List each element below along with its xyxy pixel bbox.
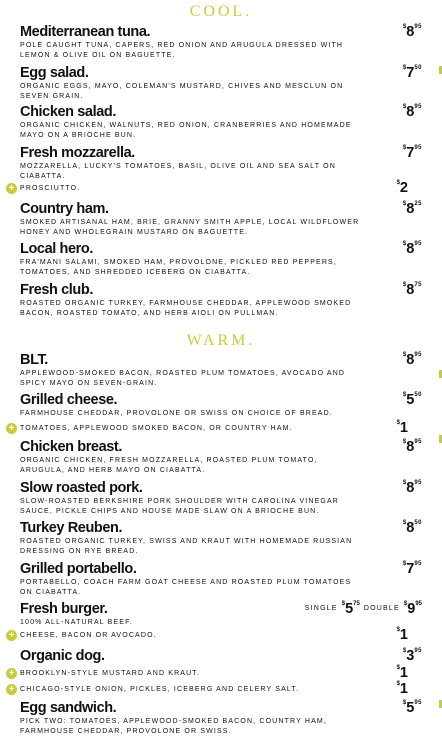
currency-symbol: $	[402, 241, 407, 247]
item-price	[403, 201, 422, 217]
price-dollars: 8	[406, 439, 415, 455]
item-description: ORGANIC CHICKEN, FRESH MOZZARELLA, ROASTED PLUM TOMATO, ARUGULA, AND HERB MAYO ON CIABATTA.	[20, 457, 318, 474]
price-cents: 95	[414, 480, 422, 486]
price-cents: 50	[414, 520, 422, 526]
price-dollars: 8	[406, 201, 415, 217]
currency-symbol: $	[402, 648, 407, 654]
item-price	[403, 24, 422, 40]
currency-symbol: $	[402, 104, 407, 110]
item-name: Slow roasted pork.	[20, 480, 143, 496]
addon-row	[6, 180, 430, 196]
price-dollars: 8	[406, 24, 415, 40]
item-description: ORGANIC CHICKEN, WALNUTS, RED ONION, CRANBERRIES AND HOMEMADE MAYO ON A BRIOCHE BUN.	[20, 122, 352, 139]
item-description: FARMHOUSE CHEDDAR, PROVOLONE OR SWISS ON CHOICE OF BREAD.	[20, 410, 333, 417]
item-description: SLOW-ROASTED BERKSHIRE PORK SHOULDER WITH CAROLINA VINEGAR SAUCE, PICKLE CHIPS AND HOUSE MADE SLAW ON A BRIOCHE BUN.	[20, 498, 340, 515]
item-name: BLT.	[20, 352, 48, 368]
item-price	[403, 65, 422, 81]
item-price	[403, 561, 422, 577]
item-price	[403, 104, 422, 120]
menu-item	[20, 282, 430, 318]
item-description: PORTABELLO, COACH FARM GOAT CHEESE AND ROASTED PLUM TOMATOES ON CIABATTA.	[20, 579, 352, 596]
menu-item	[20, 201, 430, 237]
currency-symbol: $	[396, 665, 400, 671]
item-description: PICK TWO: TOMATOES, APPLEWOOD-SMOKED BACON, COUNTRY HAM, FARMHOUSE CHEDDAR, PROVOLONE OR SWISS.	[20, 718, 327, 735]
plus-icon: +	[6, 183, 17, 194]
item-price	[403, 520, 422, 536]
currency-symbol: $	[396, 420, 400, 426]
price-cents: 95	[414, 24, 422, 30]
price-cents: 75	[414, 282, 422, 288]
currency-symbol: $	[341, 601, 346, 607]
single-price-cents: 75	[353, 601, 360, 607]
item-price	[403, 700, 422, 716]
menu-item	[20, 439, 430, 475]
addon-text: TOMATOES, APPLEWOOD SMOKED BACON, OR COUNTRY HAM.	[20, 425, 293, 432]
price-cents: 95	[414, 561, 422, 567]
currency-symbol: $	[402, 65, 407, 71]
price-dollars: 8	[406, 104, 415, 120]
currency-symbol: $	[396, 180, 400, 186]
double-label: DOUBLE	[363, 605, 400, 613]
item-name: Fresh mozzarella.	[20, 145, 135, 161]
price-cents: 95	[414, 439, 422, 445]
item-name: Grilled cheese.	[20, 392, 118, 408]
price-dollars: 8	[406, 520, 415, 536]
currency-symbol: $	[402, 392, 407, 398]
item-description: MOZZARELLA, LUCKY'S TOMATOES, BASIL, OLIVE OIL AND SEA SALT ON CIABATTA.	[20, 163, 336, 180]
item-description: ORGANIC EGGS, MAYO, COLEMAN'S MUSTARD, CHIVES AND MESCLUN ON SEVEN GRAIN.	[20, 83, 344, 100]
currency-symbol: $	[402, 561, 407, 567]
burger-prices	[305, 601, 422, 617]
price-cents: 95	[414, 352, 422, 358]
item-name: Egg salad.	[20, 65, 89, 81]
single-price-dollars: 5	[345, 601, 354, 617]
item-description: FRA'MANI SALAMI, SMOKED HAM, PROVOLONE, PICKLED RED PEPPERS, TOMATOES, AND SHREDDED ICEBERG ON CIABATTA.	[20, 259, 337, 276]
currency-symbol: $	[403, 601, 408, 607]
menu-item	[20, 520, 430, 556]
currency-symbol: $	[396, 627, 400, 633]
plus-icon: +	[6, 423, 17, 434]
section-title-cool: COOL.	[189, 3, 253, 20]
price-dollars: 7	[406, 561, 415, 577]
item-name: Fresh club.	[20, 282, 93, 298]
item-price	[403, 480, 422, 496]
menu-item	[20, 561, 430, 597]
price-dollars: 5	[406, 392, 415, 408]
currency-symbol: $	[402, 282, 407, 288]
item-name: Country ham.	[20, 201, 109, 217]
currency-symbol: $	[396, 681, 400, 687]
addon-row	[6, 627, 430, 643]
single-label: SINGLE	[304, 605, 338, 613]
addon-text: CHICAGO-STYLE ONION, PICKLES, ICEBERG AND CELERY SALT.	[20, 686, 300, 693]
addon-text: PROSCIUTTO.	[20, 185, 81, 192]
menu-item	[20, 65, 430, 101]
item-name: Mediterranean tuna.	[20, 24, 151, 40]
price-cents: 25	[414, 201, 422, 207]
addon-price	[397, 681, 408, 697]
menu-item	[20, 104, 430, 140]
item-price	[403, 648, 422, 664]
plus-icon: +	[6, 630, 17, 641]
double-price-dollars: 9	[407, 601, 416, 617]
currency-symbol: $	[402, 145, 407, 151]
double-price-cents: 95	[415, 601, 422, 607]
item-name: Egg sandwich.	[20, 700, 117, 716]
currency-symbol: $	[402, 700, 407, 706]
item-description: APPLEWOOD-SMOKED BACON, ROASTED PLUM TOMATOES, AVOCADO AND SPICY MAYO ON SEVEN-GRAIN.	[20, 370, 346, 387]
menu-item	[20, 241, 430, 277]
item-name: Organic dog.	[20, 648, 105, 664]
price-cents: 95	[414, 648, 422, 654]
currency-symbol: $	[402, 201, 407, 207]
price-cents: 95	[414, 145, 422, 151]
addon-row	[6, 420, 430, 436]
addon-text: CHEESE, BACON OR AVOCADO.	[20, 632, 157, 639]
item-name: Turkey Reuben.	[20, 520, 123, 536]
currency-symbol: $	[402, 24, 407, 30]
price-dollars: 7	[406, 65, 415, 81]
price-dollars: 8	[406, 352, 415, 368]
item-price	[403, 282, 422, 298]
addon-price	[397, 627, 408, 643]
item-price	[403, 241, 422, 257]
price-dollars: 7	[406, 145, 415, 161]
item-description: ROASTED ORGANIC TURKEY, FARMHOUSE CHEDDAR, APPLEWOOD SMOKED BACON, ROASTED TOMATO, AND HERB AIOLI ON PULLMAN.	[20, 300, 352, 317]
item-description: ROASTED ORGANIC TURKEY, SWISS AND KRAUT WITH HOMEMADE RUSSIAN DRESSING ON RYE BREAD.	[20, 538, 353, 555]
item-name: Chicken salad.	[20, 104, 116, 120]
item-name: Grilled portabello.	[20, 561, 137, 577]
addon-row	[6, 681, 430, 697]
price-dollars: 3	[406, 648, 415, 664]
item-price	[403, 352, 422, 368]
price-dollars: 1	[399, 627, 408, 643]
price-dollars: 8	[406, 282, 415, 298]
currency-symbol: $	[402, 480, 407, 486]
item-price	[403, 145, 422, 161]
price-cents: 95	[414, 700, 422, 706]
menu-item	[20, 352, 430, 388]
price-dollars: 8	[406, 480, 415, 496]
item-name: Local hero.	[20, 241, 93, 257]
currency-symbol: $	[402, 520, 407, 526]
item-description: 100% ALL-NATURAL BEEF.	[20, 619, 133, 626]
price-cents: 50	[414, 392, 422, 398]
plus-icon: +	[6, 684, 17, 695]
menu-item	[20, 24, 430, 60]
item-name: Chicken breast.	[20, 439, 122, 455]
price-dollars: 1	[399, 681, 408, 697]
price-dollars: 2	[399, 180, 408, 196]
item-price	[403, 439, 422, 455]
menu-item	[20, 392, 430, 419]
price-cents: 50	[414, 65, 422, 71]
item-description: POLE CAUGHT TUNA, CAPERS, RED ONION AND ARUGULA DRESSED WITH LEMON & OLIVE OIL ON BAGUETTE.	[20, 42, 344, 59]
addon-text: BROOKLYN-STYLE MUSTARD AND KRAUT.	[20, 670, 201, 677]
addon-row	[6, 665, 430, 681]
addon-price	[397, 665, 408, 681]
price-cents: 95	[414, 241, 422, 247]
price-dollars: 8	[406, 241, 415, 257]
item-price	[403, 392, 422, 408]
price-dollars: 5	[406, 700, 415, 716]
menu-item	[20, 145, 430, 181]
addon-price	[397, 420, 408, 436]
price-dollars: 1	[399, 665, 408, 681]
price-cents: 95	[414, 104, 422, 110]
currency-symbol: $	[402, 439, 407, 445]
addon-price	[397, 180, 408, 196]
menu-item	[20, 700, 430, 736]
item-description: SMOKED ARTISANAL HAM, BRIE, GRANNY SMITH APPLE, LOCAL WILDFLOWER HONEY AND WHOLEGRAIN MUSTARD ON BAGUETTE.	[20, 219, 360, 236]
item-name: Fresh burger.	[20, 601, 108, 617]
section-title-warm: WARM.	[186, 332, 256, 349]
plus-icon: +	[6, 668, 17, 679]
menu-item	[20, 480, 430, 516]
currency-symbol: $	[402, 352, 407, 358]
menu-item	[20, 648, 430, 664]
menu-item	[20, 601, 430, 628]
price-dollars: 1	[399, 420, 408, 436]
